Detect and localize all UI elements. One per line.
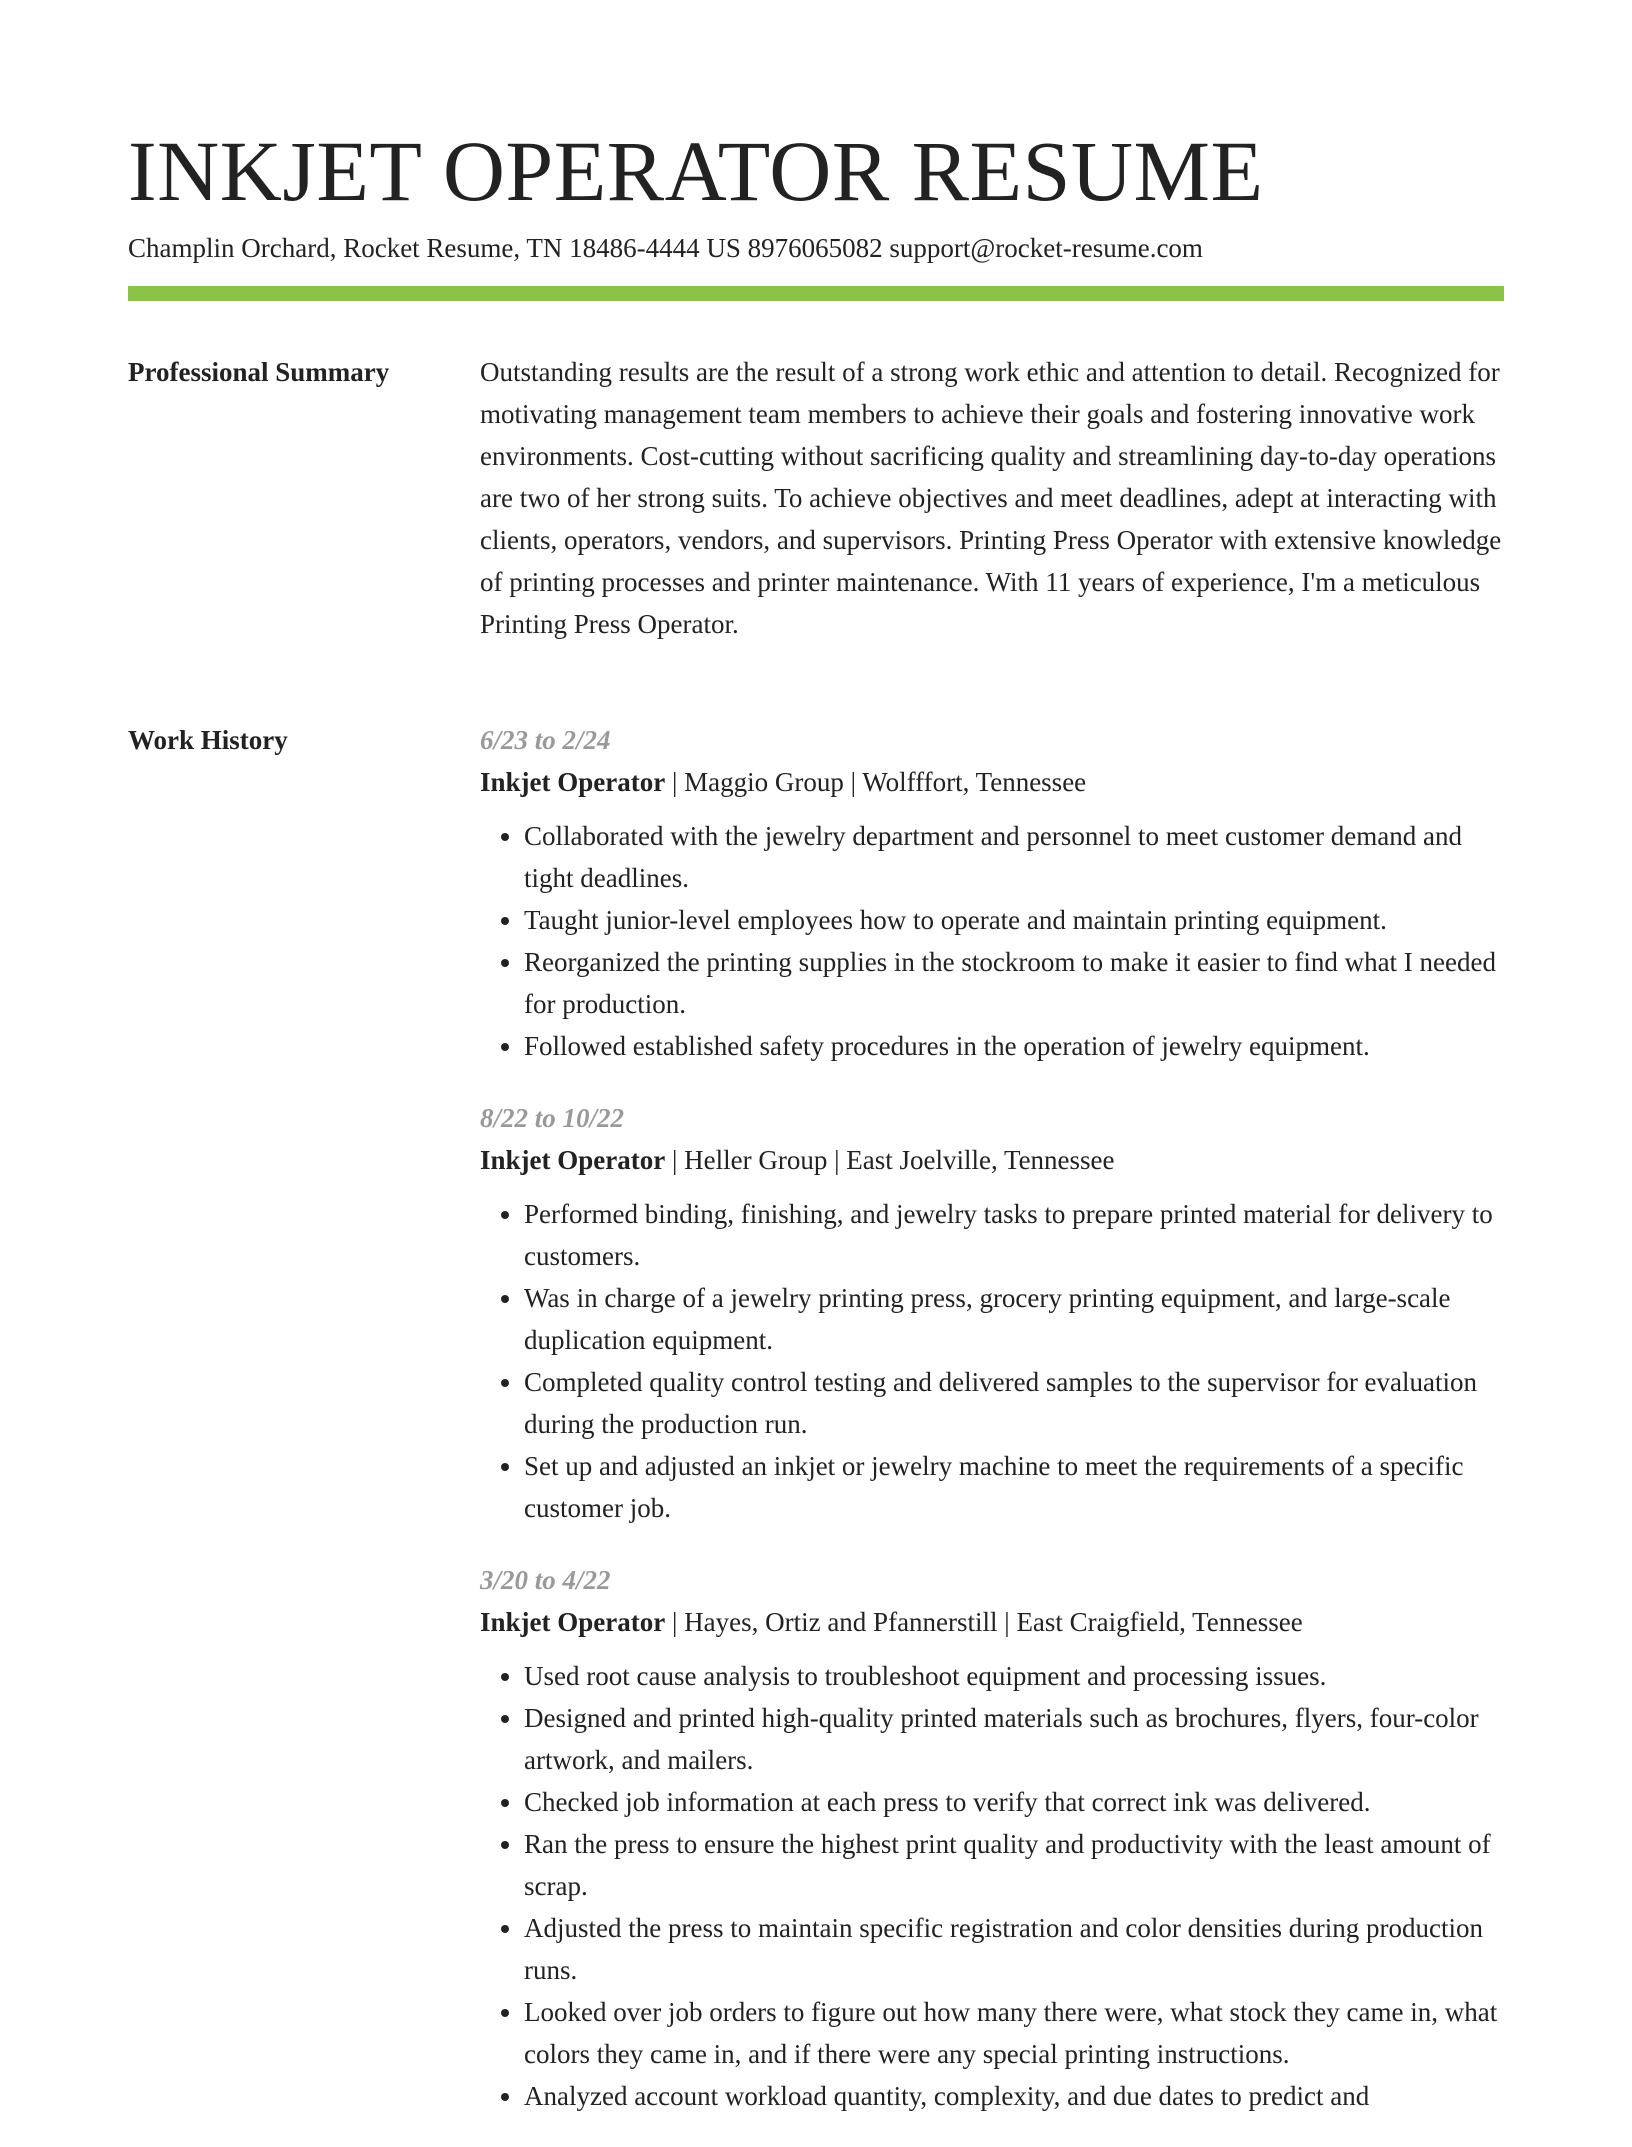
resume-title: INKJET OPERATOR RESUME: [128, 123, 1264, 219]
job-title: Inkjet Operator: [480, 767, 666, 797]
job-bullet: • Performed binding, finishing, and jewelry tasks to prepare printed material for delivery to customers.: [524, 1193, 1504, 1277]
job-bullet-list: [480, 1193, 1504, 1529]
job-bullet: • Analyzed account workload quantity, complexity, and due dates to predict and: [524, 2075, 1504, 2117]
job-dates: 6/23 to 2/24: [480, 725, 611, 755]
job-bullet: • Set up and adjusted an inkjet or jewelry machine to meet the requirements of a specific customer job.: [524, 1445, 1504, 1529]
job-bullet: • Completed quality control testing and delivered samples to the supervisor for evaluation during the production run.: [524, 1361, 1504, 1445]
header-divider: [128, 286, 1504, 301]
job-bullet: • Was in charge of a jewelry printing press, grocery printing equipment, and large-scale duplication equipment.: [524, 1277, 1504, 1361]
job-title: Inkjet Operator: [480, 1145, 666, 1175]
job-entry: [480, 1097, 1504, 1529]
job-bullet: • Reorganized the printing supplies in the stockroom to make it easier to find what I needed for production.: [524, 941, 1504, 1025]
section-label-summary: Professional Summary: [128, 357, 390, 387]
job-entry: [480, 1559, 1504, 2117]
job-heading: [480, 1601, 1504, 1643]
job-heading: [480, 1139, 1504, 1181]
summary-body: [480, 351, 1504, 645]
job-bullet: • Checked job information at each press to verify that correct ink was delivered.: [524, 1781, 1504, 1823]
job-bullet: • Looked over job orders to figure out how many there were, what stock they came in, what colors they came in, and if there were any special printing instructions.: [524, 1991, 1504, 2075]
summary-text: Outstanding results are the result of a strong work ethic and attention to detail. Recognized for motivating management team members to achieve their goals and fostering innovative work environments. Cost-cutting without sacrificing quality and streamlining day-to-day operations are two of her strong suits. To achieve objectives and meet deadlines, adept at interacting with clients, operators, vendors, and supervisors. Printing Press Operator with extensive knowledge of printing processes and printer maintenance. With 11 years of experience, I'm a meticulous Printing Press Operator.: [480, 357, 1502, 639]
contact-info: Champlin Orchard, Rocket Resume, TN 18486-4444 US 8976065082 support@rocket-resume.com: [128, 233, 1203, 263]
job-heading: [480, 761, 1504, 803]
job-title: Inkjet Operator: [480, 1607, 666, 1637]
job-bullet: • Designed and printed high-quality printed materials such as brochures, flyers, four-color artwork, and mailers.: [524, 1697, 1504, 1781]
job-bullet-list: [480, 1655, 1504, 2117]
job-entry: [480, 719, 1504, 1067]
job-bullet: • Ran the press to ensure the highest print quality and productivity with the least amount of scrap.: [524, 1823, 1504, 1907]
work-history-list: [480, 719, 1504, 2147]
job-bullet: • Used root cause analysis to troubleshoot equipment and processing issues.: [524, 1655, 1504, 1697]
job-bullet: • Followed established safety procedures in the operation of jewelry equipment.: [524, 1025, 1504, 1067]
job-company-location: | Hayes, Ortiz and Pfannerstill | East Craigfield, Tennessee: [665, 1607, 1303, 1637]
job-dates: 8/22 to 10/22: [480, 1103, 625, 1133]
job-bullet: • Taught junior-level employees how to operate and maintain printing equipment.: [524, 899, 1504, 941]
job-bullet: • Collaborated with the jewelry department and personnel to meet customer demand and tight deadlines.: [524, 815, 1504, 899]
job-bullet-list: [480, 815, 1504, 1067]
job-company-location: | Maggio Group | Wolfffort, Tennessee: [665, 767, 1087, 797]
job-dates: 3/20 to 4/22: [480, 1565, 611, 1595]
job-bullet: • Adjusted the press to maintain specific registration and color densities during production runs.: [524, 1907, 1504, 1991]
section-label-work-history: Work History: [128, 725, 288, 755]
job-company-location: | Heller Group | East Joelville, Tennessee: [665, 1145, 1115, 1175]
